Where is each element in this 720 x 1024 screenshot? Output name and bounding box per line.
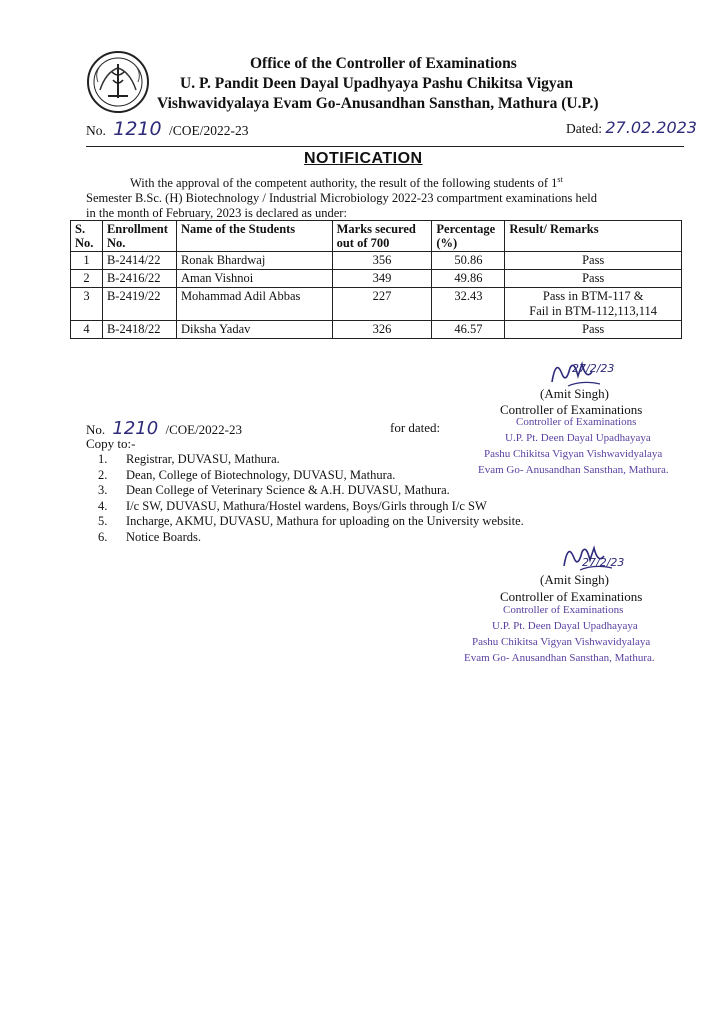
signature-2-date: 27/2/23 [582,556,625,569]
col-result-header: Result/ Remarks [505,221,682,252]
dated-label: Dated: [566,121,602,136]
cell-percentage: 49.86 [432,270,505,288]
col-sno-header: S. No. [71,221,103,252]
dated-handwritten: 27.02.2023 [605,118,697,137]
table-row [71,288,682,321]
intro-paragraph [86,172,686,221]
cell-result [505,288,682,321]
stamp-2-line3: Pashu Chikitsa Vigyan Vishwavidyalaya [472,636,651,648]
copy-to-list [86,452,524,546]
intro-line3: in the month of February, 2023 is declared as under: [86,206,347,221]
result-line1: Pass in BTM-117 & [542,289,644,303]
ref-number-line [86,118,248,140]
cell-marks: 349 [332,270,432,288]
cell-enrollment: B-2416/22 [102,270,176,288]
cell-sno: 2 [71,270,103,288]
cell-enrollment: B-2418/22 [102,321,176,339]
stamp-2-line4: Evam Go- Anusandhan Sansthan, Mathura. [464,652,655,664]
intro-line1: With the approval of the competent authority, the result of the following students of 1 [130,176,558,191]
cell-marks: 356 [332,252,432,270]
list-item: 5. Incharge, AKMU, DUVASU, Mathura for uploading on the University website. [98,514,524,529]
signatory-2-designation: Controller of Examinations [500,589,643,604]
stamp-1-line4: Evam Go- Anusandhan Sansthan, Mathura. [478,464,669,476]
notification-title: NOTIFICATION [304,150,423,167]
university-name-line1: U. P. Pandit Deen Dayal Upadhyaya Pashu Chikitsa Vigyan [180,75,574,92]
table-row [71,321,682,339]
copy-no-label: No. [86,422,106,437]
cell-result: Pass [505,321,682,339]
stamp-2-line1: Controller of Examinations [503,604,624,616]
cell-sno: 4 [71,321,103,339]
cell-result: Pass [505,270,682,288]
signature-1-date: 27/2/23 [572,362,615,375]
ref-no-suffix: /COE/2022-23 [168,123,249,138]
cell-enrollment: B-2414/22 [102,252,176,270]
stamp-1-line1: Controller of Examinations [516,416,637,428]
signatory-1-designation: Controller of Examinations [500,402,643,417]
copy-no-handwritten: 1210 [112,418,159,439]
list-item: 4. I/c SW, DUVASU, Mathura/Hostel wardens, Boys/Girls through I/c SW [98,498,487,513]
ref-no-label: No. [86,123,106,138]
stamp-2-line2: U.P. Pt. Deen Dayal Upadhayaya [492,620,638,632]
cell-enrollment: B-2419/22 [102,288,176,321]
stamp-1-line2: U.P. Pt. Deen Dayal Upadhayaya [505,432,651,444]
signatory-1-name: (Amit Singh) [540,386,609,401]
col-percentage-header: Percentage (%) [432,221,505,252]
university-seal-logo [86,50,150,114]
cell-result: Pass [505,252,682,270]
col-name-header: Name of the Students [176,221,332,252]
cell-percentage: 46.57 [432,321,505,339]
office-title: Office of the Controller of Examinations [250,55,517,72]
university-name-line2: Vishwavidyalaya Evam Go-Anusandhan Sansthan, Mathura (U.P.) [157,95,599,112]
cell-name: Diksha Yadav [176,321,332,339]
cell-name: Mohammad Adil Abbas [176,288,332,321]
cell-sno: 3 [71,288,103,321]
list-item: 3. Dean College of Veterinary Science & A.H. DUVASU, Mathura. [98,483,450,498]
list-item: 6. Notice Boards. [98,529,201,544]
header-divider [86,146,684,147]
results-table [70,220,682,339]
copy-no-suffix: /COE/2022-23 [165,422,243,437]
cell-marks: 326 [332,321,432,339]
col-marks-header: Marks secured out of 700 [332,221,432,252]
intro-line2: Semester B.Sc. (H) Biotechnology / Industrial Microbiology 2022-23 compartment examinations held [86,191,598,206]
list-item: 2. Dean, College of Biotechnology, DUVASU, Mathura. [98,467,396,482]
copy-for-dated: for dated: [390,420,441,435]
signatory-2-name: (Amit Singh) [540,572,609,587]
stamp-1-line3: Pashu Chikitsa Vigyan Vishwavidyalaya [484,448,663,460]
list-item: 1. Registrar, DUVASU, Mathura. [98,452,280,466]
result-line2: Fail in BTM-112,113,114 [529,304,658,318]
cell-marks: 227 [332,288,432,321]
ref-dated-line [566,118,697,137]
copy-to-label: Copy to:- [86,436,136,451]
cell-sno: 1 [71,252,103,270]
cell-name: Aman Vishnoi [176,270,332,288]
ref-no-handwritten: 1210 [113,118,162,140]
col-enrollment-header: Enrollment No. [102,221,176,252]
cell-percentage: 50.86 [432,252,505,270]
cell-percentage: 32.43 [432,288,505,321]
table-header-row [71,221,682,252]
intro-superscript: st [557,175,563,184]
table-row [71,270,682,288]
cell-name: Ronak Bhardwaj [176,252,332,270]
table-row [71,252,682,270]
